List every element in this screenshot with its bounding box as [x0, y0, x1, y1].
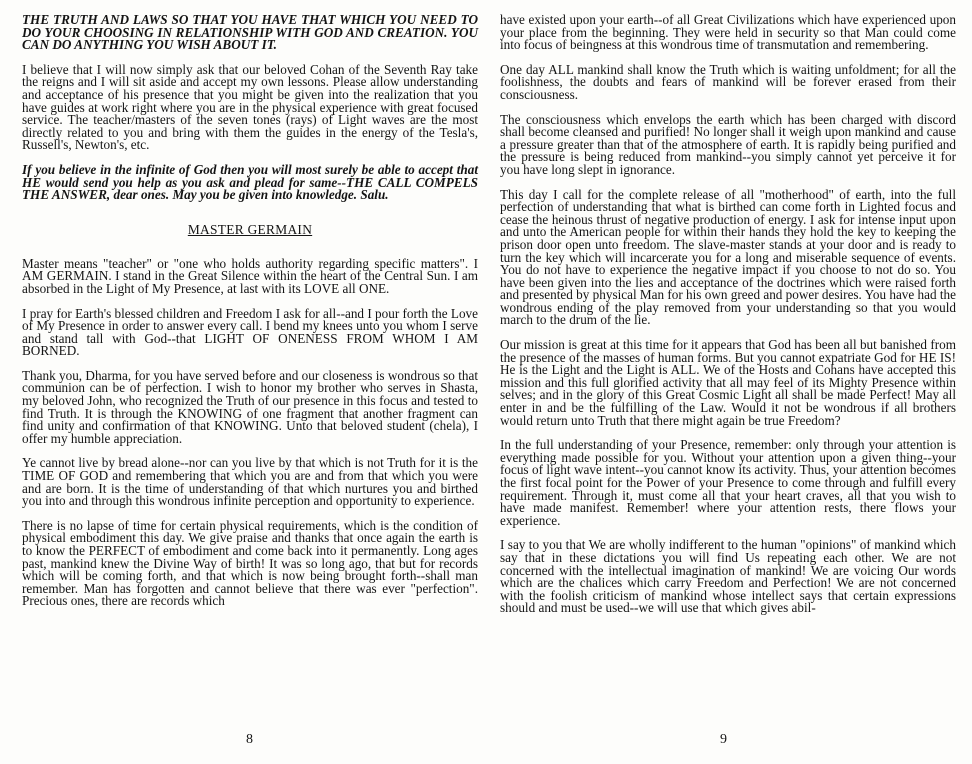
paragraph: There is no lapse of time for certain physical requirements, which is the condition of physical embodiment this day. We give praise and thanks that once again the earth is to know the PERFECT of embodiment and come back into it permanently. Long ages past, mankind knew the Divine Way of birth! It was so long ago, that but for records which will be coming forth, and that which is now being brought forth--shall man remember. Man has forgotten and cannot believe that there was ever "perfection". Precious ones, there are records which — [22, 517, 478, 609]
left-page — [22, 14, 478, 620]
paragraph: Master means "teacher" or "one who holds authority regarding specific matters". I AM GERMAIN. I stand in the Great Silence within the heart of the Central Sun. I am absorbed in the Light of My Presence, at last with its LOVE all ONE. — [22, 255, 478, 296]
closing-paragraph: If you believe in the infinite of God then you will most surely be able to accept that HE would send you help as you ask and plead for same--THE CALL COMPELS THE ANSWER, dear ones. May you be given into knowledge. Salu. — [22, 161, 478, 203]
right-page — [500, 14, 956, 627]
page-number-right: 9 — [720, 732, 727, 747]
paragraph: I believe that I will now simply ask that our beloved Cohan of the Seventh Ray take the reigns and I will sit aside and accept my own lessons. Please allow understanding and acceptance of his presence that you might be given into the realization that you have guides at work right where you are in the physical experience with great focused service. The teacher/masters of the seven tones (rays) of Light waves are the most directly related to you and bring with them the guides in the energy of the Tesla's, Russell's, Newton's, etc. — [22, 61, 478, 153]
paragraph: In the full understanding of your Presence, remember: only through your attention is everything made possible for you. Without your attention upon a given thing--your focus of light wave intent--you cannot know its activity. Thus, your attention becomes the first focal point for the Power of your Presence to come through and fulfill every requirement. Through it, must come all that your heart craves, all that you wish to have made manifest. Remember! where your attention rests, there flows your experience. — [500, 437, 956, 528]
section-title: MASTER GERMAIN — [187, 221, 313, 237]
paragraph: This day I call for the complete release of all "motherhood" of earth, into the full perfection of understanding that what is birthed can come forth in Lighted focus and cease the heinous thrust of negative production of energy. I ask for intense input upon and unto the American people for within their hands they hold the key to keeping the prison door open unto freedom. The slave-master stands at your door and is ready to turn the key which will incarcerate you for a long and miserable sequence of events. You do not have to experience the negative impact if you choose to not do so. You have been given into the lies and acceptance of the doctrines which were raised forth and presented by physical Man for his own greed and power desires. You have had the wondrous ending of the play removed from your understanding so that you would march to the drum of the lie. — [500, 186, 956, 328]
paragraph: I pray for Earth's blessed children and Freedom I ask for all--and I pour forth the Love of My Presence in order to answer every call. I bend my knees unto you whom I serve and stand tall with God--that LIGHT OF ONENESS FROM WHOM I AM BORNED. — [22, 305, 478, 359]
paragraph: Thank you, Dharma, for you have served before and our closeness is wondrous so that communion can be of perfection. I wish to honor my brother who serves in Shasta, my beloved John, who recognized the Truth of our presence in this focus and tested to find Truth. It is through the KNOWING of one fragment that another fragment can find unity and confirmation of that KNOWING. Unto that beloved student (chela), I offer my humble appreciation. — [22, 367, 478, 446]
paragraph: have existed upon your earth--of all Great Civilizations which have experienced upon your place from the beginning. They were held in security so that Man could come into focus of beingness at this wondrous time of transmutation and remembering. — [500, 12, 956, 53]
page-number-left: 8 — [246, 732, 253, 747]
paragraph: One day ALL mankind shall know the Truth which is waiting unfoldment; for all the foolishness, the doubts and fears of mankind will be forever erased from their consciousness. — [500, 61, 956, 102]
paragraph: Our mission is great at this time for it appears that God has been all but banished from the presence of the masses of human forms. But you cannot expatriate God for HE IS! He is the Light and the Light is ALL. We of the Hosts and Cohans have accepted this mission and this full glorified activity that all may feel of its Mighty Presence within selves; and in the glory of this Great Cosmic Light all shall be made Perfect! May all enter in and be the fulfilling of the Law. Would it not be wondrous if all brothers would return unto Truth that there might again be true Freedom? — [500, 337, 956, 428]
paragraph: I say to you that We are wholly indifferent to the human "opinions" of mankind which say that in these dictations you will find Us repeating each other. We are not concerned with the intellectual imagination of mankind! We are voicing Our words which are the chalices which carry Freedom and Perfection! We are not concerned with the foolish criticism of mankind whose intellect says that certain expressions should and must be used--we will use that which gives abil- — [500, 537, 956, 616]
paragraph: The consciousness which envelops the earth which has been charged with discord shall become cleansed and purified! No longer shall it weigh upon mankind and cause a pressure greater than that of the atmosphere of earth. It is rapidly being purified and the pressure is being reduced from mankind--you simply cannot yet perceive it for you have long slept in ignorance. — [500, 111, 956, 177]
paragraph: Ye cannot live by bread alone--nor can you live by that which is not Truth for it is the TIME OF GOD and remembering that which you are and from that which you were and are born. It is the time of understanding of that which nurtures you and birthed you into and through this wondrous infinite perception and opportunity to experience. — [22, 455, 478, 509]
chapter-heading: THE TRUTH AND LAWS SO THAT YOU HAVE THAT WHICH YOU NEED TO DO YOUR CHOOSING IN RELATIONSHIP WITH GOD AND CREATION. YOU CAN DO ANYTHING YOU WISH ABOUT IT. — [22, 12, 478, 53]
